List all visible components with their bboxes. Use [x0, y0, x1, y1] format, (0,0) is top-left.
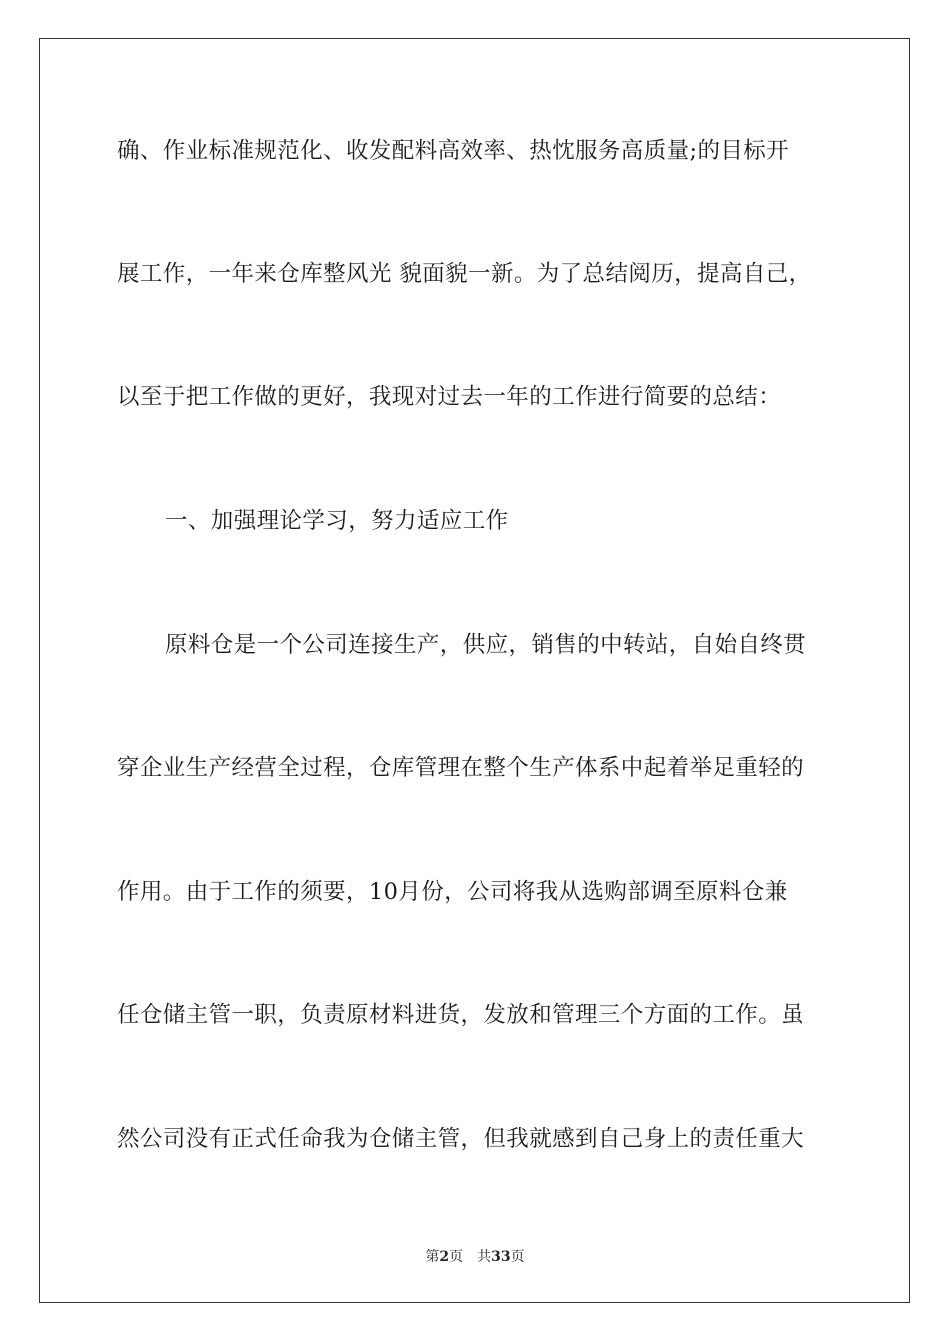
body-line-9: 然公司没有正式任命我为仓储主管，但我就感到自己身上的责任重大 — [117, 1126, 805, 1152]
footer-page-number: 2 — [439, 1249, 450, 1265]
footer-total-prefix: 共 — [477, 1249, 492, 1265]
body-line-6: 穿企业生产经营全过程，仓库管理在整个生产体系中起着举足重轻的 — [117, 755, 805, 781]
body-line-8: 任仓储主管一职，负责原材料进货，发放和管理三个方面的工作。虽 — [117, 1002, 805, 1028]
body-line-1: 确、作业标准规范化、收发配料高效率、热忱服务高质量;的目标开 — [117, 138, 790, 164]
body-line-5: 原料仓是一个公司连接生产，供应，销售的中转站，自始自终贯 — [165, 632, 807, 658]
section-heading: 一、加强理论学习，努力适应工作 — [165, 508, 509, 534]
footer-page-prefix: 第 — [425, 1249, 440, 1265]
footer-total-pages: 33 — [491, 1249, 511, 1265]
footer-total-suffix: 页 — [510, 1249, 525, 1265]
page-footer — [0, 1247, 950, 1267]
body-line-3: 以至于把工作做的更好，我现对过去一年的工作进行简要的总结： — [117, 384, 782, 410]
body-line-7: 作用。由于工作的须要，10月份，公司将我从选购部调至原料仓兼 — [117, 879, 788, 905]
body-line-2: 展工作，一年来仓库整风光 貌面貌一新。为了总结阅历，提高自己， — [117, 261, 812, 287]
page-frame — [39, 38, 910, 1303]
footer-page-suffix: 页 — [449, 1249, 464, 1265]
